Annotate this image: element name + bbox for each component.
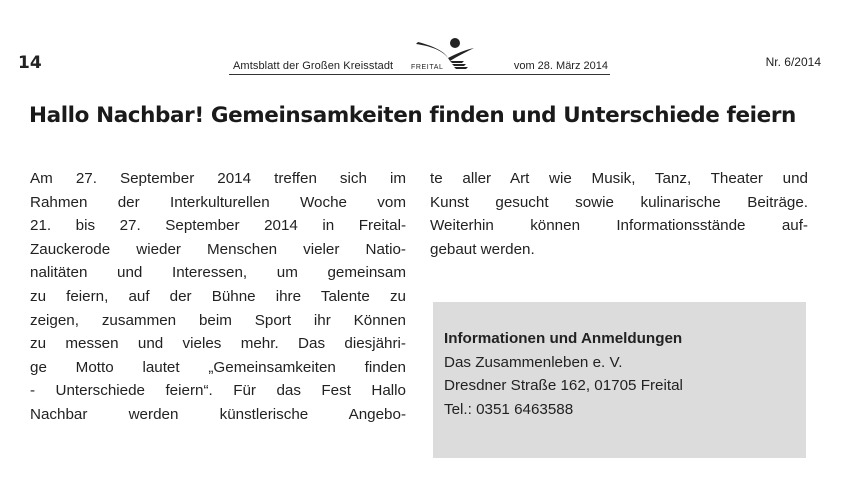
masthead-publication: Amtsblatt der Großen Kreisstadt xyxy=(233,60,394,72)
text-line: gebaut werden. xyxy=(430,240,535,258)
article-headline: Hallo Nachbar! Gemeinsamkeiten finden und Unterschiede feiern xyxy=(29,103,796,128)
info-box-title: Informationen und Anmeldungen xyxy=(444,330,683,347)
text-line: zu feiern, auf der Bühne ihre Talente zu xyxy=(30,287,406,305)
page-number: 14 xyxy=(18,53,42,73)
masthead-date: vom 28. März 2014 xyxy=(513,60,608,72)
info-box-address: Dresdner Straße 162, 01705 Freital xyxy=(444,377,683,395)
text-line: zu messen und vieles mehr. Das diesjähri- xyxy=(30,335,406,353)
info-box xyxy=(433,302,806,458)
text-line: Rahmen der Interkulturellen Woche vom xyxy=(30,193,406,211)
text-line: Nachbar werden künstlerische Angebo- xyxy=(30,405,406,423)
text-line: 21. bis 27. September 2014 in Freital- xyxy=(30,217,406,235)
logo-wordmark: FREITAL xyxy=(411,64,444,71)
issue-number: Nr. 6/2014 xyxy=(765,55,821,69)
text-line: zeigen, zusammen beim Sport ihr Können xyxy=(30,311,406,329)
text-line: - Unterschiede feiern“. Für das Fest Hallo xyxy=(30,382,406,400)
text-line: Kunst gesucht sowie kulinarische Beiträge. xyxy=(430,193,808,211)
text-line: Weiterhin können Informationsstände auf- xyxy=(430,217,808,235)
info-box-phone: Tel.: 0351 6463588 xyxy=(444,400,574,418)
text-line: nalitäten und Interessen, um gemeinsam xyxy=(30,264,406,282)
info-box-content xyxy=(444,327,683,421)
text-line: Zauckerode wieder Menschen vieler Natio- xyxy=(30,240,406,258)
page-header xyxy=(0,0,841,80)
text-line: ge Motto lautet „Gemeinsamkeiten finden xyxy=(30,358,406,376)
info-box-organization: Das Zusammenleben e. V. xyxy=(444,353,623,371)
article-column-right xyxy=(430,167,808,261)
text-line: te aller Art wie Musik, Tanz, Theater und xyxy=(430,170,808,187)
text-line: Am 27. September 2014 treffen sich im xyxy=(30,170,406,187)
article-column-left xyxy=(30,167,406,427)
masthead xyxy=(229,34,610,75)
